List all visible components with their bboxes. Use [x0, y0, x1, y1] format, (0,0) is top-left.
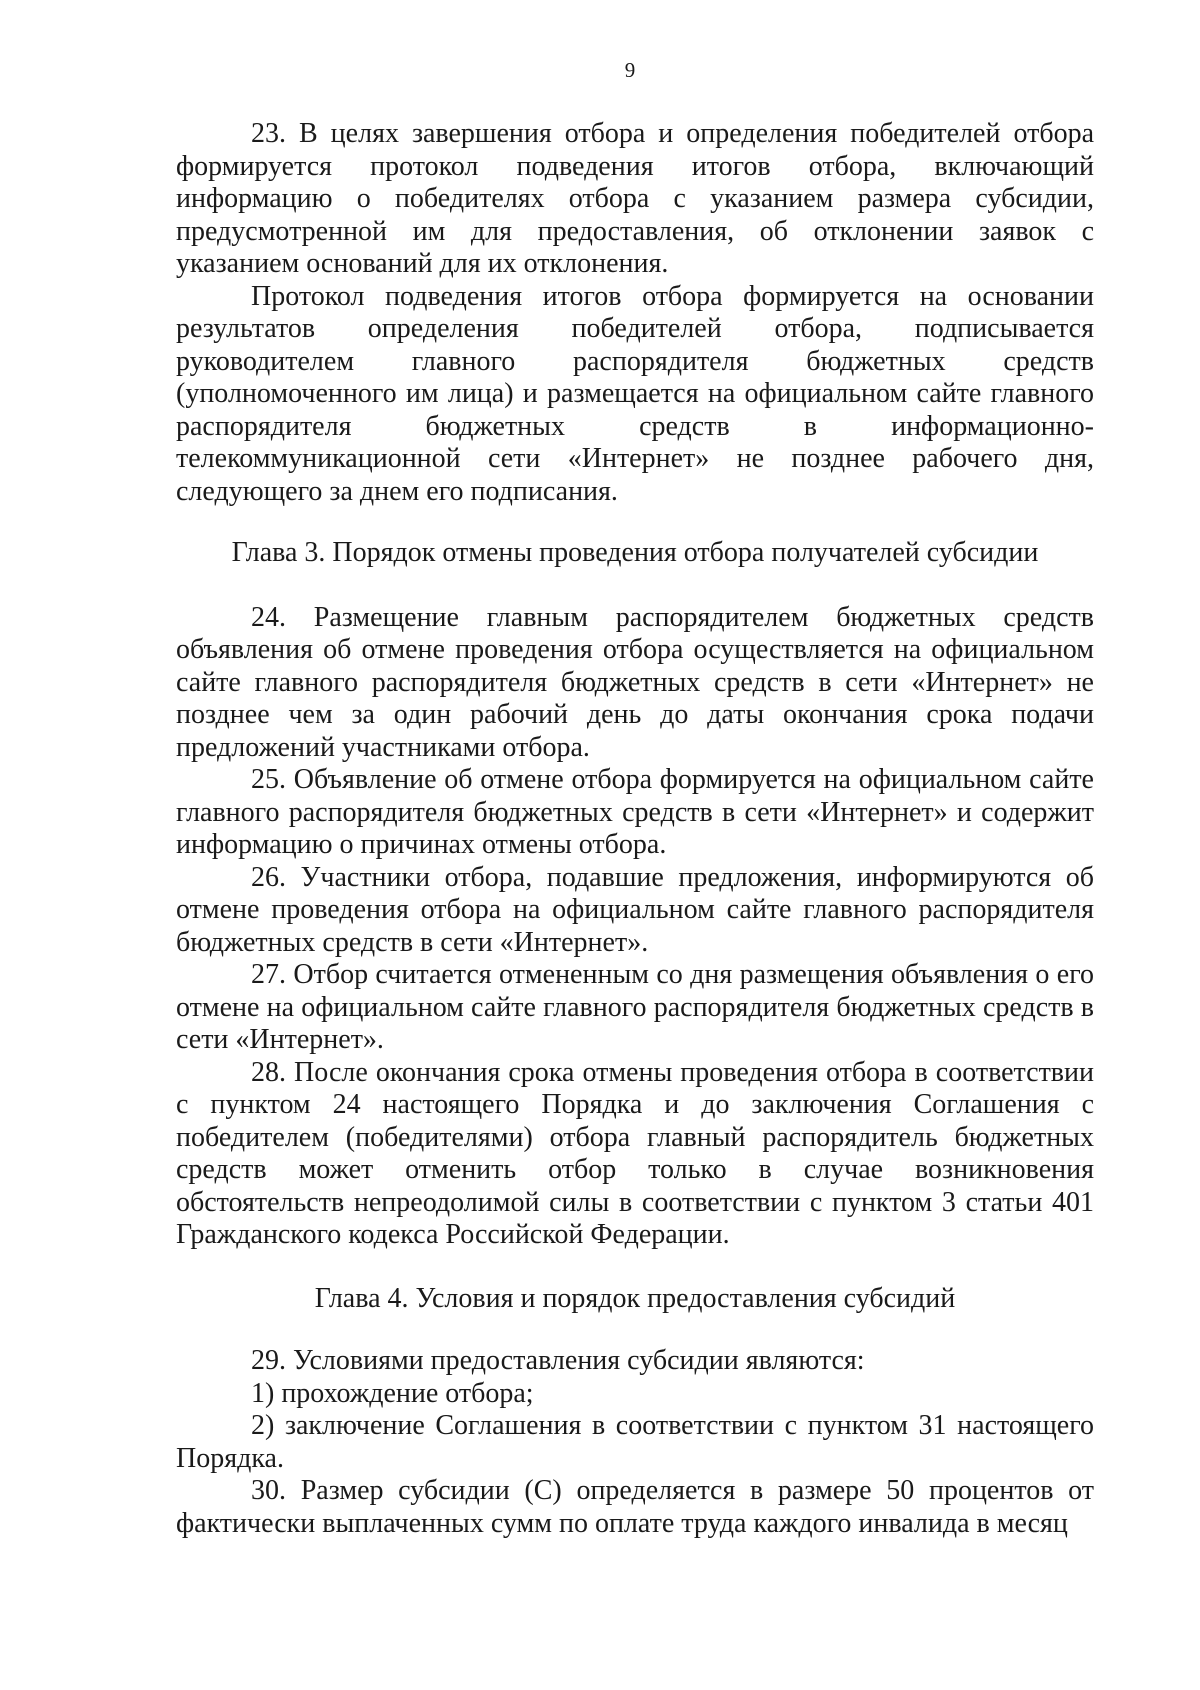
page-number: 9	[624, 58, 636, 82]
paragraph-26: 26. Участники отбора, подавшие предложения, информируются об отмене проведения отбора на официальном сайте главного распорядителя бюджетных средств в сети «Интернет».	[176, 861, 1094, 958]
paragraph-29: 29. Условиями предоставления субсидии являются:	[251, 1345, 865, 1376]
paragraph-24: 24. Размещение главным распорядителем бюджетных средств объявления об отмене проведения отбора осуществляется на официальном сайте главного распорядителя бюджетных средств в сети «Интернет» не позднее чем за один рабочий день до даты окончания срока подачи предложений участниками отбора.	[176, 601, 1094, 763]
paragraph-23: 23. В целях завершения отбора и определения победителей отбора формируется протокол подведения итогов отбора, включающий информацию о победителях отбора с указанием размера субсидии, предусмотренной им для предоставления, об отклонении заявок с указанием оснований для их отклонения.	[176, 118, 1094, 279]
paragraph-29-item-2: 2) заключение Соглашения в соответствии с пунктом 31 настоящего Порядка.	[176, 1410, 1094, 1474]
document-body	[176, 118, 1094, 1540]
paragraph-29-item-1: 1) прохождение отбора;	[251, 1377, 534, 1409]
paragraph-28: 28. После окончания срока отмены проведения отбора в соответствии с пунктом 24 настоящего Порядка и до заключения Соглашения с победителем (победителями) отбора главный распорядитель бюджетных средств может отменить отбор только в случае возникновения обстоятельств непреодолимой силы в соответствии с пунктом 3 статьи 401 Гражданского кодекса Российской Федерации.	[176, 1056, 1094, 1250]
paragraph-25: 25. Объявление об отмене отбора формируется на официальном сайте главного распорядителя бюджетных средств в сети «Интернет» и содержит информацию о причинах отмены отбора.	[176, 764, 1094, 860]
chapter-3-title: Глава 3. Порядок отмены проведения отбора получателей субсидии	[231, 537, 1039, 568]
paragraph-27: 27. Отбор считается отмененным со дня размещения объявления о его отмене на официальном сайте главного распорядителя бюджетных средств в сети «Интернет».	[176, 959, 1094, 1055]
chapter-4-title: Глава 4. Условия и порядок предоставления субсидий	[314, 1282, 956, 1314]
paragraph-30: 30. Размер субсидии (С) определяется в размере 50 процентов от фактически выплаченных сумм по оплате труда каждого инвалида в месяц	[176, 1475, 1094, 1539]
paragraph-protocol: Протокол подведения итогов отбора формируется на основании результатов определения победителей отбора, подписывается руководителем главного распорядителя бюджетных средств (уполномоченного им лица) и размещается на официальном сайте главного распорядителя бюджетных средств в информационно-телекоммуникационной сети «Интернет» не позднее рабочего дня, следующего за днем его подписания.	[176, 280, 1094, 507]
